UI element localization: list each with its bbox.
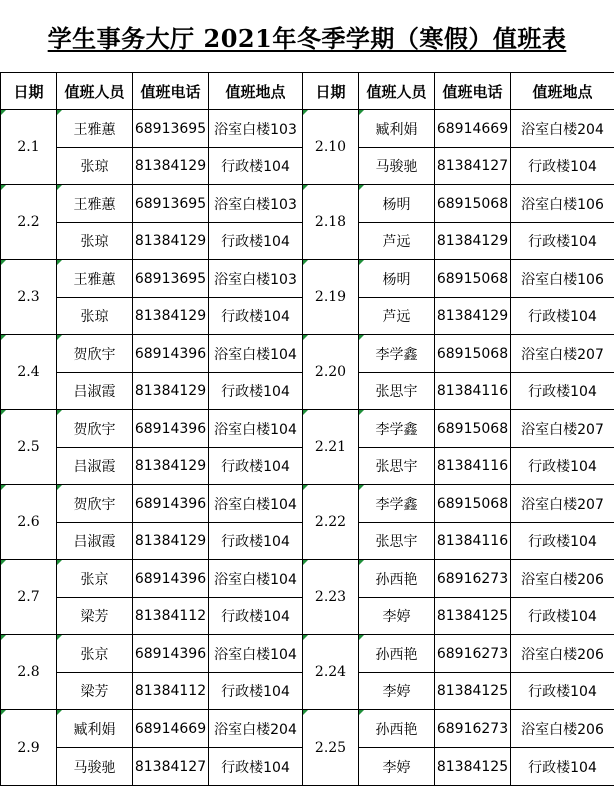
staff-name: 孙西艳 xyxy=(359,560,435,598)
staff-name: 吕淑霞 xyxy=(57,523,133,560)
duty-phone: 81384129 xyxy=(133,523,209,560)
duty-location: 浴室白楼103 xyxy=(209,110,303,148)
staff-name: 李婷 xyxy=(359,748,435,786)
duty-date: 2.24 xyxy=(303,635,359,710)
duty-date: 2.19 xyxy=(303,260,359,335)
duty-phone: 81384116 xyxy=(435,373,511,410)
duty-phone: 68913695 xyxy=(133,185,209,223)
staff-name: 李学鑫 xyxy=(359,410,435,448)
staff-name: 杨明 xyxy=(359,185,435,223)
duty-date: 2.3 xyxy=(1,260,57,335)
duty-date: 2.2 xyxy=(1,185,57,260)
staff-name: 张京 xyxy=(57,560,133,598)
table-row xyxy=(1,635,614,673)
duty-date: 2.23 xyxy=(303,560,359,635)
staff-name: 张思宇 xyxy=(359,373,435,410)
duty-location: 浴室白楼104 xyxy=(209,485,303,523)
table-row xyxy=(1,260,614,298)
staff-name: 李学鑫 xyxy=(359,485,435,523)
duty-phone: 68913695 xyxy=(133,110,209,148)
duty-location: 浴室白楼106 xyxy=(511,260,614,298)
duty-location: 行政楼104 xyxy=(511,373,614,410)
duty-phone: 81384125 xyxy=(435,748,511,786)
duty-phone: 81384129 xyxy=(133,148,209,185)
table-row xyxy=(1,485,614,523)
duty-location: 浴室白楼204 xyxy=(511,110,614,148)
header-phone: 值班电话 xyxy=(435,73,511,110)
duty-location: 浴室白楼103 xyxy=(209,185,303,223)
duty-phone: 68915068 xyxy=(435,260,511,298)
header-phone: 值班电话 xyxy=(133,73,209,110)
duty-location: 浴室白楼104 xyxy=(209,335,303,373)
staff-name: 张琼 xyxy=(57,148,133,185)
duty-location: 浴室白楼207 xyxy=(511,335,614,373)
staff-name: 马骏驰 xyxy=(359,148,435,185)
duty-date: 2.1 xyxy=(1,110,57,185)
duty-phone: 81384129 xyxy=(133,373,209,410)
duty-phone: 81384116 xyxy=(435,523,511,560)
duty-phone: 68915068 xyxy=(435,185,511,223)
duty-location: 行政楼104 xyxy=(511,148,614,185)
duty-location: 浴室白楼103 xyxy=(209,260,303,298)
staff-name: 李婷 xyxy=(359,598,435,635)
duty-date: 2.10 xyxy=(303,110,359,185)
duty-phone: 81384129 xyxy=(435,298,511,335)
duty-date: 2.5 xyxy=(1,410,57,485)
duty-location: 行政楼104 xyxy=(511,673,614,710)
duty-location: 行政楼104 xyxy=(209,448,303,485)
staff-name: 李婷 xyxy=(359,673,435,710)
duty-phone: 68914396 xyxy=(133,635,209,673)
duty-phone: 68916273 xyxy=(435,635,511,673)
duty-location: 行政楼104 xyxy=(209,298,303,335)
duty-phone: 81384116 xyxy=(435,448,511,485)
duty-location: 行政楼104 xyxy=(209,598,303,635)
duty-location: 浴室白楼206 xyxy=(511,560,614,598)
duty-date: 2.4 xyxy=(1,335,57,410)
duty-location: 浴室白楼204 xyxy=(209,710,303,748)
staff-name: 张琼 xyxy=(57,298,133,335)
duty-phone: 81384129 xyxy=(133,298,209,335)
duty-location: 行政楼104 xyxy=(511,598,614,635)
staff-name: 贺欣宇 xyxy=(57,335,133,373)
duty-date: 2.22 xyxy=(303,485,359,560)
duty-location: 浴室白楼207 xyxy=(511,485,614,523)
header-date: 日期 xyxy=(303,73,359,110)
duty-location: 浴室白楼106 xyxy=(511,185,614,223)
table-row xyxy=(1,335,614,373)
duty-location: 浴室白楼206 xyxy=(511,635,614,673)
duty-location: 行政楼104 xyxy=(511,523,614,560)
staff-name: 芦远 xyxy=(359,298,435,335)
duty-location: 行政楼104 xyxy=(209,373,303,410)
duty-date: 2.8 xyxy=(1,635,57,710)
staff-name: 贺欣宇 xyxy=(57,485,133,523)
table-row xyxy=(1,710,614,748)
header-staff: 值班人员 xyxy=(57,73,133,110)
staff-name: 梁芳 xyxy=(57,673,133,710)
duty-location: 浴室白楼104 xyxy=(209,635,303,673)
duty-phone: 68916273 xyxy=(435,710,511,748)
duty-date: 2.20 xyxy=(303,335,359,410)
duty-phone: 68914669 xyxy=(133,710,209,748)
duty-phone: 81384125 xyxy=(435,598,511,635)
table-row xyxy=(1,560,614,598)
staff-name: 张思宇 xyxy=(359,523,435,560)
duty-phone: 68913695 xyxy=(133,260,209,298)
duty-phone: 68914396 xyxy=(133,485,209,523)
duty-phone: 68916273 xyxy=(435,560,511,598)
staff-name: 孙西艳 xyxy=(359,710,435,748)
duty-phone: 81384112 xyxy=(133,598,209,635)
header-staff: 值班人员 xyxy=(359,73,435,110)
duty-location: 行政楼104 xyxy=(209,223,303,260)
duty-location: 浴室白楼207 xyxy=(511,410,614,448)
duty-location: 行政楼104 xyxy=(511,748,614,786)
staff-name: 芦远 xyxy=(359,223,435,260)
duty-location: 行政楼104 xyxy=(209,148,303,185)
duty-location: 行政楼104 xyxy=(511,298,614,335)
duty-phone: 68915068 xyxy=(435,410,511,448)
duty-phone: 81384125 xyxy=(435,673,511,710)
staff-name: 王雅蕙 xyxy=(57,260,133,298)
staff-name: 张思宇 xyxy=(359,448,435,485)
duty-location: 浴室白楼104 xyxy=(209,410,303,448)
staff-name: 臧利娟 xyxy=(359,110,435,148)
duty-phone: 81384129 xyxy=(133,448,209,485)
staff-name: 马骏驰 xyxy=(57,748,133,786)
duty-phone: 81384127 xyxy=(133,748,209,786)
duty-phone: 68915068 xyxy=(435,335,511,373)
header-row xyxy=(1,73,614,110)
page-title: 学生事务大厅 2021年冬季学期（寒假）值班表 xyxy=(0,0,614,72)
staff-name: 杨明 xyxy=(359,260,435,298)
staff-name: 王雅蕙 xyxy=(57,110,133,148)
staff-name: 孙西艳 xyxy=(359,635,435,673)
header-location: 值班地点 xyxy=(209,73,303,110)
duty-location: 行政楼104 xyxy=(209,748,303,786)
staff-name: 李学鑫 xyxy=(359,335,435,373)
duty-phone: 68914669 xyxy=(435,110,511,148)
duty-phone: 68915068 xyxy=(435,485,511,523)
duty-location: 浴室白楼104 xyxy=(209,560,303,598)
table-row xyxy=(1,410,614,448)
duty-location: 浴室白楼206 xyxy=(511,710,614,748)
duty-phone: 68914396 xyxy=(133,560,209,598)
duty-location: 行政楼104 xyxy=(511,223,614,260)
staff-name: 张京 xyxy=(57,635,133,673)
header-location: 值班地点 xyxy=(511,73,614,110)
duty-phone: 81384127 xyxy=(435,148,511,185)
staff-name: 吕淑霞 xyxy=(57,448,133,485)
staff-name: 臧利娟 xyxy=(57,710,133,748)
duty-phone: 81384129 xyxy=(435,223,511,260)
staff-name: 梁芳 xyxy=(57,598,133,635)
staff-name: 王雅蕙 xyxy=(57,185,133,223)
duty-date: 2.9 xyxy=(1,710,57,786)
duty-phone: 68914396 xyxy=(133,335,209,373)
duty-phone: 68914396 xyxy=(133,410,209,448)
header-date: 日期 xyxy=(1,73,57,110)
duty-phone: 81384129 xyxy=(133,223,209,260)
staff-name: 吕淑霞 xyxy=(57,373,133,410)
duty-phone: 81384112 xyxy=(133,673,209,710)
duty-location: 行政楼104 xyxy=(209,523,303,560)
table-row xyxy=(1,110,614,148)
staff-name: 张琼 xyxy=(57,223,133,260)
duty-location: 行政楼104 xyxy=(209,673,303,710)
staff-name: 贺欣宇 xyxy=(57,410,133,448)
duty-date: 2.21 xyxy=(303,410,359,485)
duty-date: 2.7 xyxy=(1,560,57,635)
duty-location: 行政楼104 xyxy=(511,448,614,485)
duty-date: 2.18 xyxy=(303,185,359,260)
table-row xyxy=(1,185,614,223)
duty-schedule-table xyxy=(0,72,614,786)
duty-date: 2.25 xyxy=(303,710,359,786)
duty-date: 2.6 xyxy=(1,485,57,560)
